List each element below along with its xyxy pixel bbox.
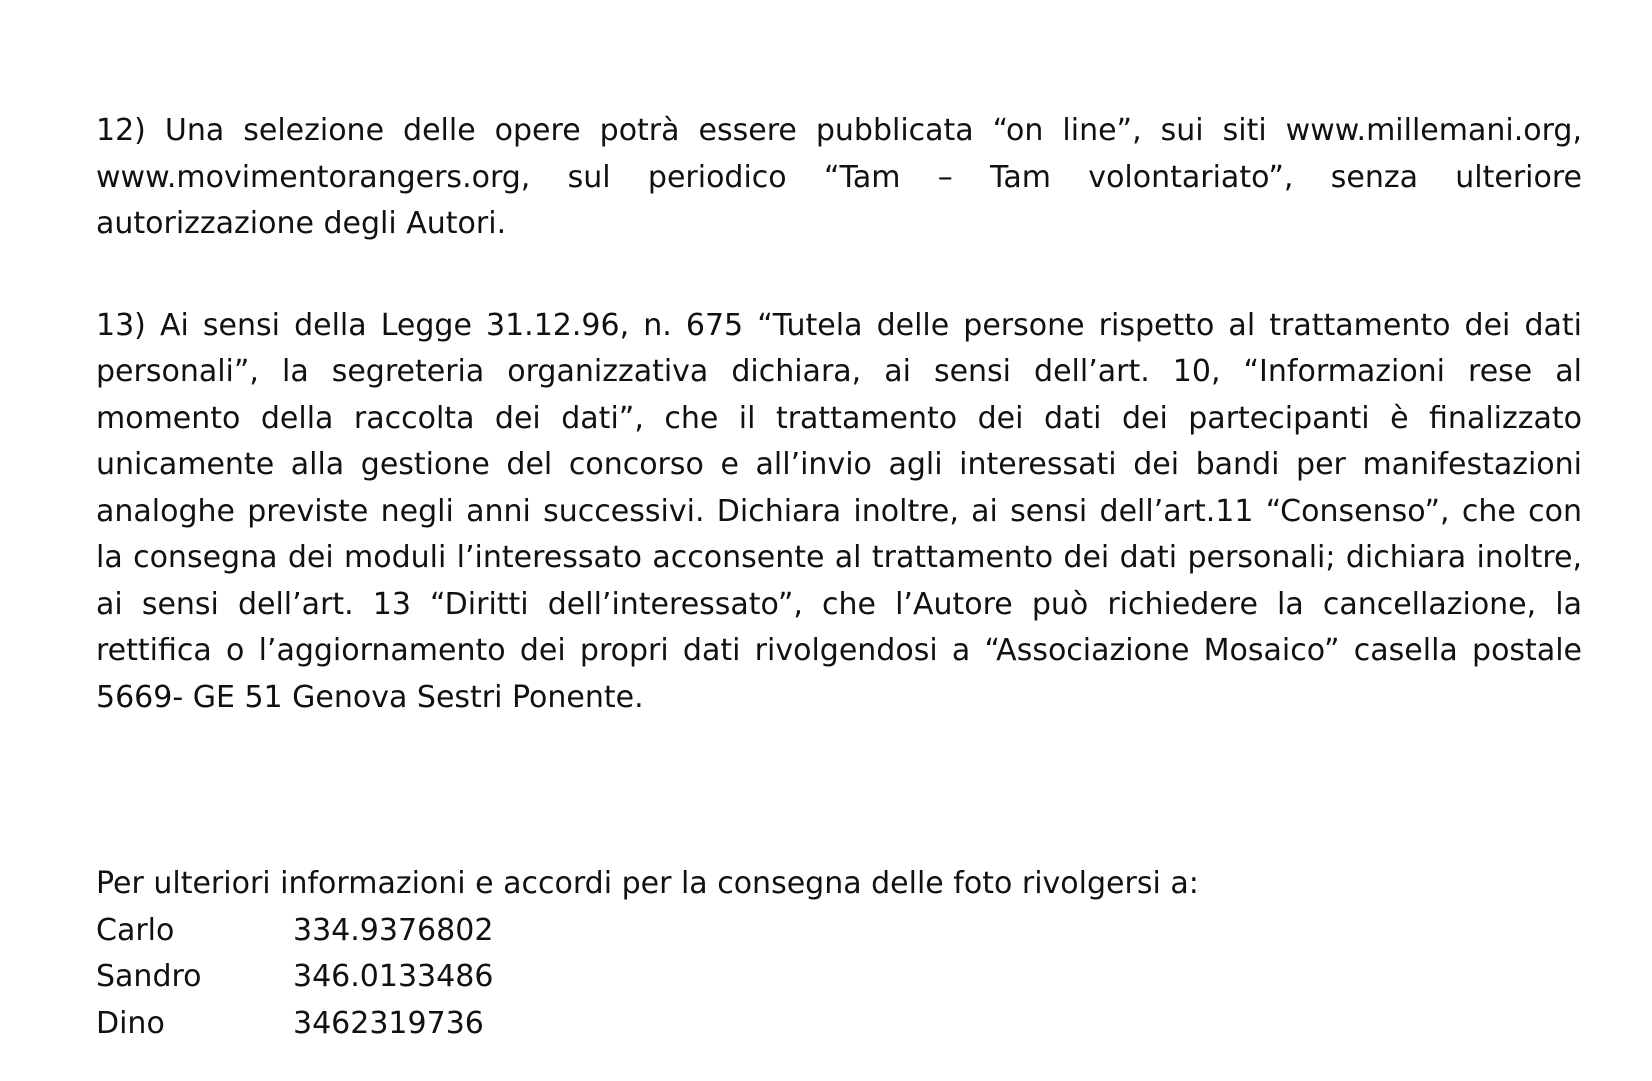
contact-name: Sandro [96,959,202,994]
contact-row-sandro [96,954,1582,1001]
paragraph-13: 13) Ai sensi della Legge 31.12.96, n. 675 “Tutela delle persone rispetto al trattamento dei dati personali”, la segreteria organizzativa dichiara, ai sensi dell’art. 10, “Informazioni rese al momento della raccolta dei dati”, che il trattamento dei dati dei partecipanti è finalizzato unicamente alla gestione del concorso e all’invio agli interessati dei bandi per manifestazioni analoghe previste negli anni successivi. Dichiara inoltre, ai sensi dell’art.11 “Consenso”, che con la consegna dei moduli l’interessato acconsente al trattamento dei dati personali; dichiara inoltre, ai sensi dell’art. 13 “Diritti dell’interessato”, che l’Autore può richiedere la cancellazione, la rettifica o l’aggiornamento dei propri dati rivolgendosi a “Associazione Mosaico” casella postale 5669- GE 51 Genova Sestri Ponente. [96,307,1582,715]
document-body [96,108,1582,1047]
contact-name: Dino [96,1005,165,1041]
contact-list [96,908,1582,1048]
contact-phone: 346.0133486 [293,959,494,994]
contact-name: Carlo [96,912,175,948]
contact-phone: 3462319736 [293,1005,484,1041]
paragraph-12: 12) Una selezione delle opere potrà essere pubblicata “on line”, sui siti www.millemani.org, www.movimentorangers.org, sul periodico “Tam – Tam volontariato”, senza ulteriore autorizzazione degli Autori. [96,113,1582,241]
contact-row-dino [96,1001,1582,1048]
contact-phone: 334.9376802 [293,912,494,948]
contact-intro: Per ulteriori informazioni e accordi per la consegna delle foto rivolgersi a: [96,866,1199,901]
contact-row-carlo [96,908,1582,955]
